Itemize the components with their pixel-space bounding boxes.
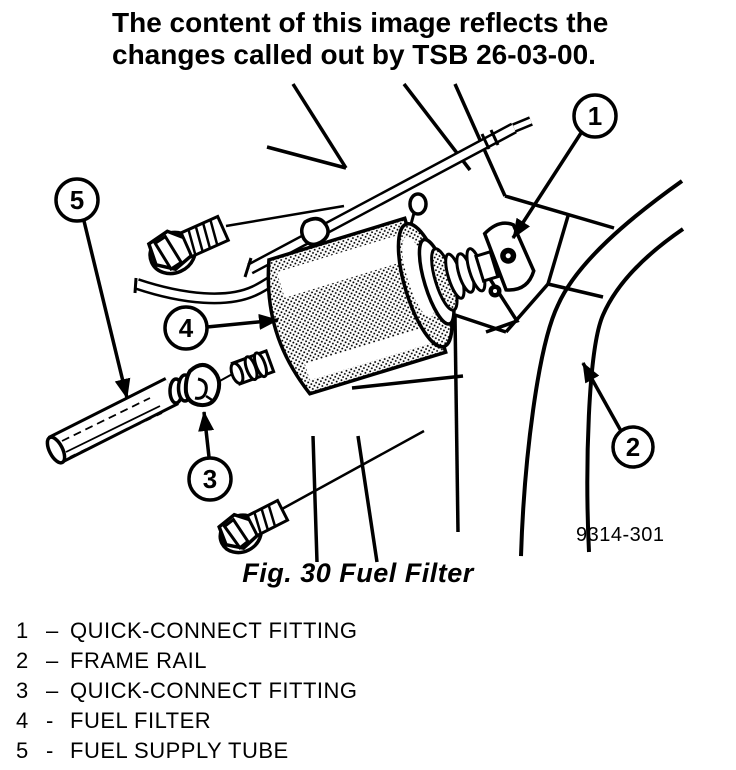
header-line-2: changes called out by TSB 26-03-00. — [112, 39, 596, 70]
bracket-hole — [489, 285, 502, 298]
legend-item-number: 4 — [16, 708, 29, 733]
callout-5 — [56, 179, 98, 221]
callout-1-number: 1 — [587, 101, 603, 131]
callout-3 — [189, 458, 231, 500]
legend-item-number: 3 — [16, 678, 29, 703]
legend-item-number: 1 — [16, 618, 29, 643]
legend-item-3 — [16, 676, 358, 706]
legend-item-1 — [16, 616, 358, 646]
callout-4 — [165, 307, 207, 349]
legend-item-4 — [16, 706, 358, 736]
filter-inlet-nipple — [228, 350, 274, 387]
legend-item-label: QUICK-CONNECT FITTING — [70, 618, 358, 643]
mounting-bolt-upper — [143, 210, 232, 281]
callout-5-number: 5 — [69, 185, 85, 215]
legend-item-number: 2 — [16, 648, 29, 673]
legend-item-label: FRAME RAIL — [70, 648, 208, 673]
callout-2 — [613, 427, 653, 467]
frame-rail — [521, 181, 683, 556]
leader-3 — [204, 412, 209, 457]
mounting-bolt-lower — [213, 494, 292, 559]
legend-item-dash: - — [46, 708, 54, 733]
grommet-ring — [410, 194, 426, 214]
figure-part-number: 9314-301 — [576, 524, 665, 546]
legend-item-dash: – — [46, 618, 59, 643]
legend-item-2 — [16, 646, 358, 676]
leader-1 — [513, 133, 581, 238]
legend-item-number: 5 — [16, 738, 29, 763]
leader-4 — [207, 320, 278, 327]
callout-4-number: 4 — [178, 313, 194, 343]
figure-caption: Fig. 30 Fuel Filter — [242, 558, 474, 588]
legend-item-label: FUEL SUPPLY TUBE — [70, 738, 289, 763]
legend-item-dash: - — [46, 738, 54, 763]
callout-2-number: 2 — [625, 432, 641, 462]
callout-1 — [574, 95, 616, 137]
fuel-filter — [256, 187, 549, 398]
legend-item-label: FUEL FILTER — [70, 708, 212, 733]
leader-5 — [84, 221, 127, 398]
legend — [16, 616, 358, 766]
legend-item-label: QUICK-CONNECT FITTING — [70, 678, 358, 703]
header-line-1: The content of this image reflects the — [112, 7, 609, 38]
quick-connect-fitting-supply — [186, 365, 219, 405]
legend-item-dash: – — [46, 648, 59, 673]
callout-3-number: 3 — [202, 464, 218, 494]
legend-item-dash: – — [46, 678, 59, 703]
legend-item-5 — [16, 736, 358, 766]
